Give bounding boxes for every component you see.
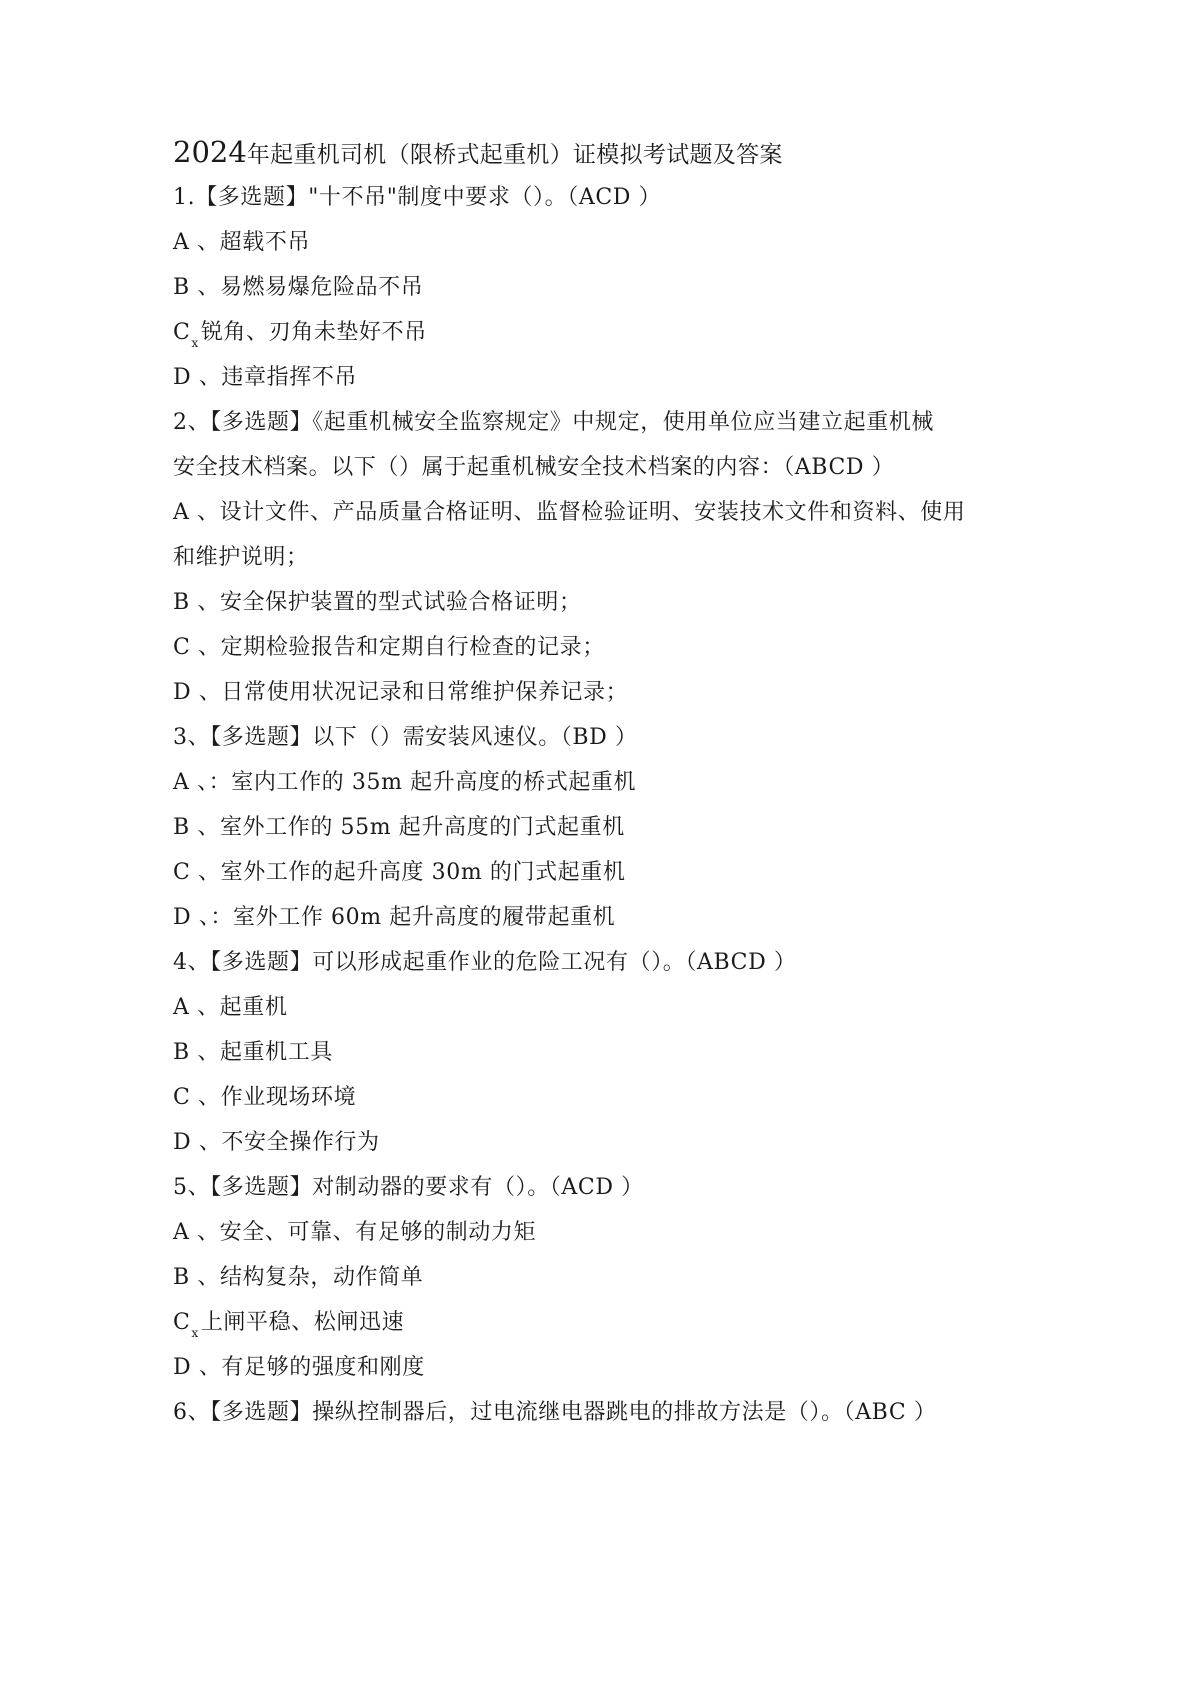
question-2-heading-cont: 安全技术档案。以下（）属于起重机械安全技术档案的内容：（ABCD ） — [173, 455, 895, 480]
option-letter: C — [173, 320, 191, 345]
option-letter: C — [173, 1310, 191, 1335]
option-text: 上闸平稳、松闸迅速 — [200, 1310, 405, 1335]
question-1-option-d: D 、违章指挥不吊 — [173, 365, 358, 390]
document-title — [173, 137, 783, 170]
option-subscript: x — [191, 1326, 199, 1340]
question-2-option-d: D 、日常使用状况记录和日常维护保养记录； — [173, 680, 629, 705]
question-1-option-c — [173, 318, 427, 358]
question-5-option-b: B 、结构复杂，动作简单 — [173, 1265, 424, 1290]
question-3-option-c: C 、室外工作的起升高度 30m 的门式起重机 — [173, 860, 626, 885]
question-5-option-a: A 、安全、可靠、有足够的制动力矩 — [173, 1220, 537, 1245]
question-4-heading: 4、【多选题】可以形成起重作业的危险工况有（）。（ABCD ） — [173, 950, 797, 975]
question-3-heading: 3、【多选题】以下（）需安装风速仪。（BD ） — [173, 725, 638, 750]
question-5-option-d: D 、有足够的强度和刚度 — [173, 1355, 425, 1380]
question-2-option-a-cont: 和维护说明； — [173, 545, 309, 570]
option-subscript: x — [191, 336, 199, 350]
question-1-option-b: B 、易燃易爆危险品不吊 — [173, 275, 424, 300]
question-4-option-b: B 、起重机工具 — [173, 1040, 333, 1065]
question-4-option-d: D 、不安全操作行为 — [173, 1130, 380, 1155]
question-2-option-a: A 、设计文件、产品质量合格证明、监督检验证明、安装技术文件和资料、使用 — [173, 500, 966, 525]
question-4-option-c: C 、作业现场环境 — [173, 1085, 357, 1110]
question-1-option-a: A 、超载不吊 — [173, 230, 311, 255]
question-5-option-c — [173, 1308, 404, 1348]
question-3-option-d: D 、：室外工作 60m 起升高度的履带起重机 — [173, 905, 616, 930]
question-6-heading: 6、【多选题】操纵控制器后，过电流继电器跳电的排故方法是（）。（ABC ） — [173, 1400, 937, 1425]
question-1-heading: 1.【多选题】"十不吊"制度中要求（）。（ACD ） — [173, 185, 662, 210]
option-text: 锐角、刃角未垫好不吊 — [200, 320, 427, 345]
question-2-heading: 2、【多选题】《起重机械安全监察规定》中规定，使用单位应当建立起重机械 — [173, 410, 934, 435]
question-3-option-a: A 、：室内工作的 35m 起升高度的桥式起重机 — [173, 770, 637, 795]
question-3-option-b: B 、室外工作的 55m 起升高度的门式起重机 — [173, 815, 625, 840]
title-text: 年起重机司机（限桥式起重机）证模拟考试题及答案 — [246, 142, 783, 168]
question-5-heading: 5、【多选题】对制动器的要求有（）。（ACD ） — [173, 1175, 644, 1200]
question-2-option-b: B 、安全保护装置的型式试验合格证明； — [173, 590, 582, 615]
question-4-option-a: A 、起重机 — [173, 995, 288, 1020]
question-2-option-c: C 、定期检验报告和定期自行检查的记录； — [173, 635, 605, 660]
title-year: 2024 — [173, 135, 247, 169]
